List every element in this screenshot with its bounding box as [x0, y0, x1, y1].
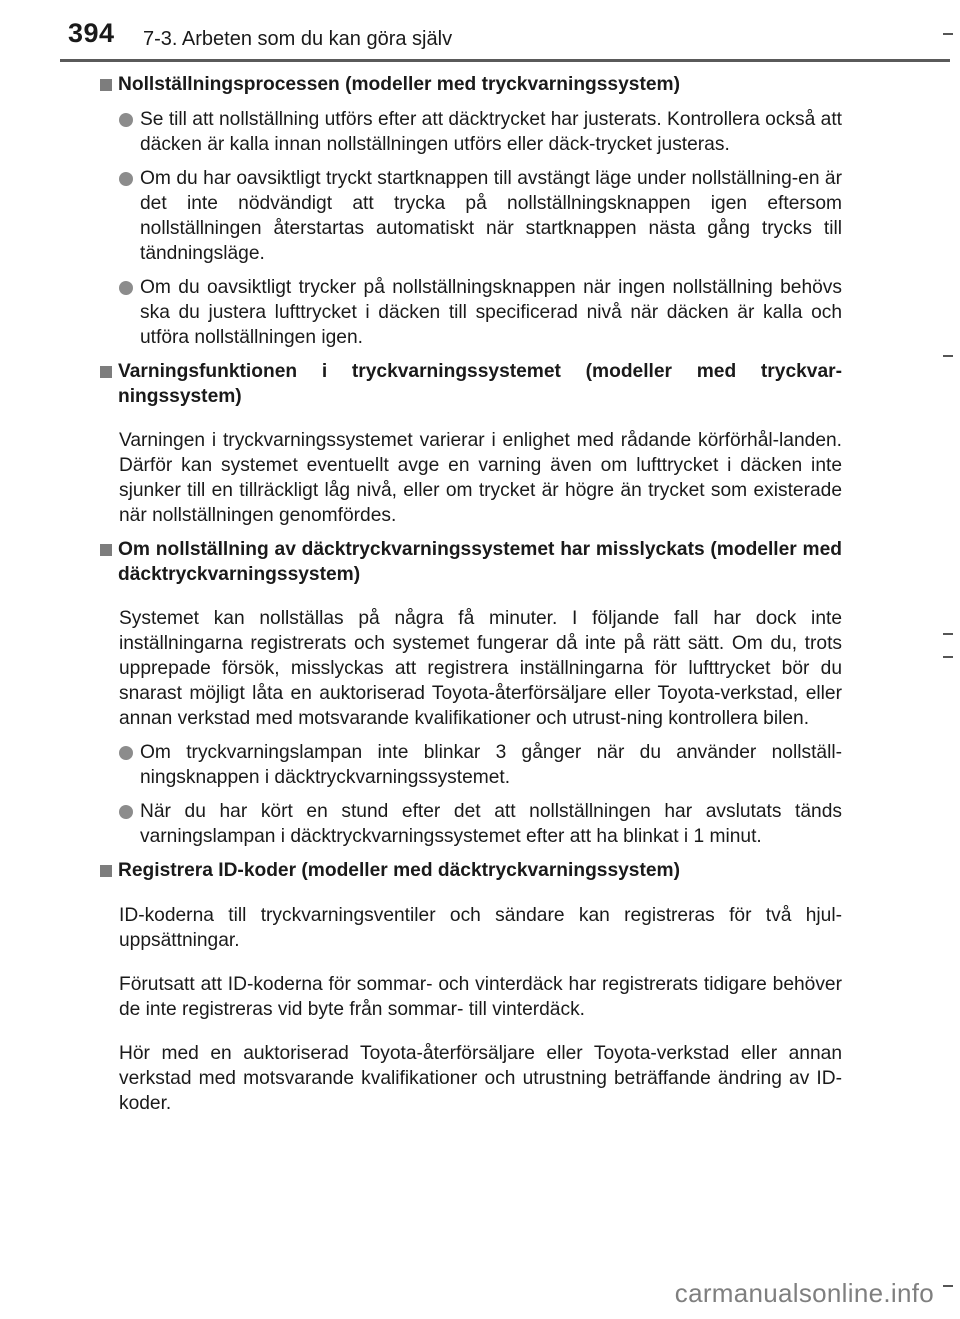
bullet-text: Om tryckvarningslampan inte blinkar 3 gånger när du använder nollställ-ningsknappen i däcktryckvarningssystemet.	[140, 742, 842, 789]
bullet-item	[100, 107, 842, 157]
watermark-link[interactable]: carmanualsonline.info	[674, 1278, 934, 1308]
section-heading	[100, 72, 842, 97]
round-bullet-icon	[119, 172, 133, 186]
bullet-text: När du har kört en stund efter det att nollställningen har avslutats tänds varningslampan i däcktryckvarningssystemet efter att ha blinkat i 1 minut.	[140, 801, 842, 848]
bullet-item	[100, 740, 842, 790]
section-heading-text: Nollställningsprocessen (modeller med tryckvarningssystem)	[118, 74, 680, 95]
header-divider	[60, 59, 950, 62]
round-bullet-icon	[119, 113, 133, 127]
page-header	[0, 0, 960, 62]
bullet-item	[100, 166, 842, 266]
crop-mark	[943, 656, 953, 658]
body-paragraph: ID-koderna till tryckvarningsventiler och sändare kan registreras för två hjul-uppsättningar.	[119, 904, 842, 951]
crop-mark	[943, 1285, 953, 1287]
body-paragraph: Systemet kan nollställas på några få minuter. I följande fall har dock inte inställningarna registrerats och systemet fungerar då inte på rätt sätt. Om du, trots upprepade försök, misslyckas att registrera inställningarna för lufttrycket bör du snarast möjligt låta en auktoriserad Toyota-återförsäljare eller Toyota-verkstad, eller annan verkstad med motsvarande kvalifikationer och utrust-ning kontrollera bilen.	[119, 608, 842, 730]
bullet-item	[100, 799, 842, 849]
bullet-item	[100, 275, 842, 350]
round-bullet-icon	[119, 746, 133, 760]
page-number: 394	[68, 18, 115, 48]
round-bullet-icon	[119, 281, 133, 295]
bullet-text: Om du har oavsiktligt tryckt startknappen till avstängt läge under nollställning-en är det inte nödvändigt att trycka på nollställningsknappen igen eftersom nollställningen återstartas automatiskt när startknappen nästa gång trycks till tändningsläge.	[140, 168, 842, 264]
round-bullet-icon	[119, 805, 133, 819]
bullet-text: Om du oavsiktligt trycker på nollställningsknappen när ingen nollställning behövs ska du justera lufttrycket i däcken till specificerad nivå när däcken är kalla och utföra nollställningen igen.	[140, 277, 842, 348]
crop-mark	[943, 33, 953, 35]
body-paragraph: Varningen i tryckvarningssystemet varierar i enlighet med rådande körförhål-landen. Därför kan systemet eventuellt avge en varning även om lufttrycket i däcken inte sjunker till en tillräckligt låg nivå, eller om trycket är högre än trycket som existerade när nollställningen genomfördes.	[119, 430, 842, 527]
square-bullet-icon	[100, 544, 112, 556]
bullet-text: Se till att nollställning utförs efter att däcktrycket har justerats. Kontrollera också att däcken är kalla innan nollställningen utförs eller däck-trycket justeras.	[140, 109, 842, 155]
square-bullet-icon	[100, 79, 112, 91]
section-heading	[100, 359, 842, 409]
section-heading-text: Registrera ID-koder (modeller med däcktryckvarningssystem)	[118, 860, 680, 882]
section-heading	[100, 858, 842, 883]
square-bullet-icon	[100, 366, 112, 378]
section-heading-text: Om nollställning av däcktryckvarningssystemet har misslyckats (modeller med däcktryckvarningssystem)	[118, 539, 842, 586]
section-title: 7-3. Arbeten som du kan göra själv	[143, 28, 453, 50]
square-bullet-icon	[100, 865, 112, 877]
body-paragraph: Hör med en auktoriserad Toyota-återförsäljare eller Toyota-verkstad eller annan verkstad med motsvarande kvalifikationer och utrustning beträffande ändring av ID-koder.	[119, 1042, 842, 1114]
section-heading-text: Varningsfunktionen i tryckvarningssystemet (modeller med tryckvar-ningssystem)	[118, 361, 842, 407]
crop-mark	[943, 633, 953, 635]
crop-mark	[943, 355, 953, 357]
page-content	[100, 72, 842, 1125]
body-paragraph: Förutsatt att ID-koderna för sommar- och vinterdäck har registrerats tidigare behöver de inte registreras vid byte från sommar- till vinterdäck.	[119, 973, 842, 1020]
section-heading	[100, 537, 842, 587]
